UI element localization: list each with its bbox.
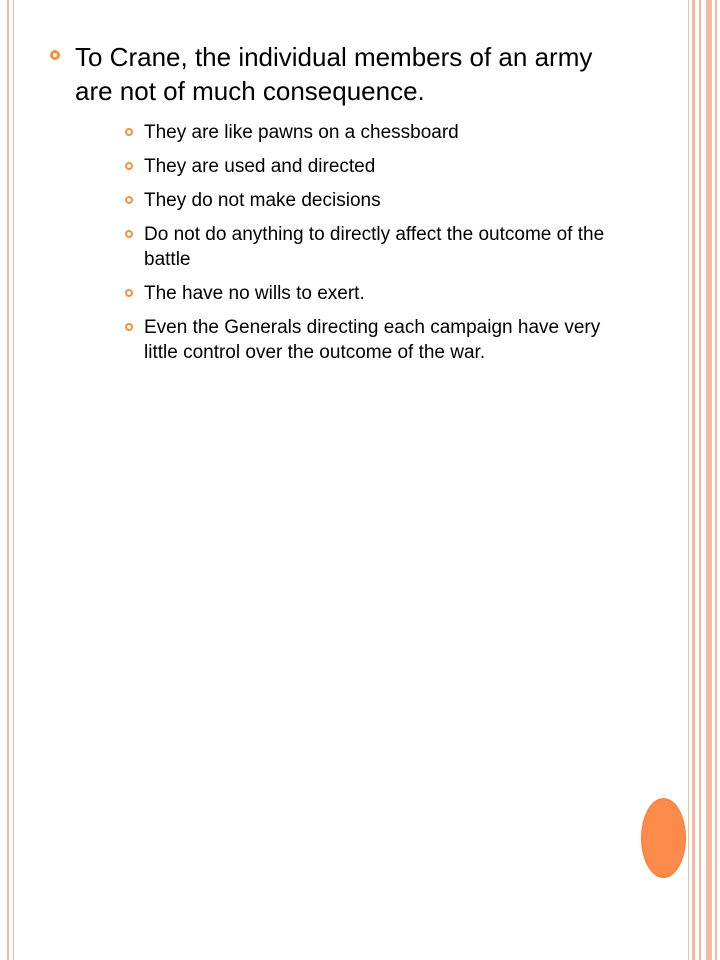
sub-point-text: The have no wills to exert. — [144, 283, 365, 304]
circle-bullet-icon — [125, 323, 133, 331]
right-frame-line-5 — [715, 0, 717, 960]
right-frame-line-1 — [688, 0, 689, 960]
circle-bullet-icon — [125, 230, 133, 238]
right-frame-line-3 — [699, 0, 701, 960]
sub-bullet-item — [48, 222, 628, 272]
right-frame-line-4 — [706, 0, 712, 960]
main-bullet-item — [48, 40, 628, 108]
sub-point-text: They are used and directed — [144, 156, 376, 177]
sub-bullet-item — [48, 120, 628, 145]
left-frame-line-1 — [7, 0, 9, 960]
main-point-text: To Crane, the individual members of an army are not of much consequence. — [75, 42, 593, 106]
sub-point-text: They do not make decisions — [144, 190, 381, 211]
sub-bullet-item — [48, 154, 628, 179]
sub-point-text: Do not do anything to directly affect the outcome of the battle — [144, 224, 605, 270]
sub-bullet-list — [48, 120, 628, 365]
sub-bullet-item — [48, 281, 628, 306]
circle-bullet-icon — [125, 128, 133, 136]
circle-bullet-icon — [125, 196, 133, 204]
decorative-oval — [641, 798, 686, 878]
slide-body — [48, 40, 628, 374]
circle-bullet-icon — [50, 50, 60, 60]
sub-bullet-item — [48, 315, 628, 365]
circle-bullet-icon — [125, 162, 133, 170]
circle-bullet-icon — [125, 289, 133, 297]
sub-point-text: Even the Generals directing each campaign have very little control over the outcome of the war. — [144, 317, 601, 363]
right-frame-line-2 — [692, 0, 695, 960]
sub-point-text: They are like pawns on a chessboard — [144, 122, 459, 143]
sub-bullet-item — [48, 188, 628, 213]
left-frame-line-2 — [13, 0, 14, 960]
